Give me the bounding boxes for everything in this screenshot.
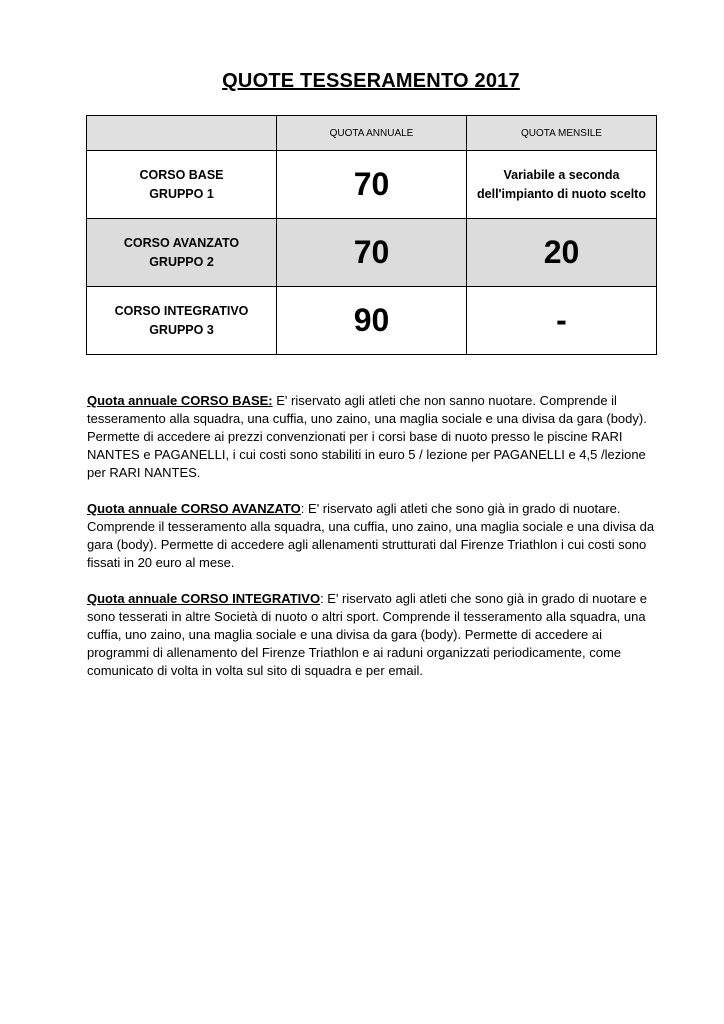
paragraph-text: : E' riservato agli atleti che sono già in grado di nuotare. Comprende il tesseramento alla squadra, una cuffia, uno zaino, una maglia sociale e una divisa da gara (body). Permette di accedere agli allenamenti strutturati dal Firenze Triathlon i cui costi sono fissati in 20 euro al mese. (87, 501, 655, 570)
paragraph-lead: Quota annuale CORSO INTEGRATIVO (87, 591, 321, 606)
course-name: CORSO INTEGRATIVO (114, 303, 249, 318)
annual-fee-cell (277, 151, 467, 219)
course-cell (87, 287, 277, 355)
course-group: GRUPPO 1 (149, 186, 214, 201)
course-cell (87, 219, 277, 287)
table-header-row (87, 116, 657, 151)
annual-fee-value: 70 (353, 166, 390, 202)
annual-fee-value: 90 (353, 302, 390, 338)
course-name: CORSO BASE (139, 167, 224, 182)
table-row (87, 219, 657, 287)
course-cell (87, 151, 277, 219)
monthly-fee-value: - (556, 302, 567, 338)
header-annual-fee: QUOTA ANNUALE (277, 116, 467, 151)
course-group: GRUPPO 2 (149, 254, 214, 269)
table-row (87, 287, 657, 355)
annual-fee-value: 70 (353, 234, 390, 270)
description-paragraph (87, 500, 657, 572)
paragraph-text: E' riservato agli atleti che non sanno nuotare. Comprende il tesseramento alla squadra, una cuffia, uno zaino, una maglia sociale e una divisa da gara (body). Permette di accedere ai prezzi convenzionati per i corsi base di nuoto presso le piscine RARI NANTES e PAGANELLI, i cui costi sono stabiliti in euro 5 / lezione per PAGANELLI e 4,5 /lezione per RARI NANTES. (87, 393, 647, 480)
header-monthly-fee: QUOTA MENSILE (467, 116, 657, 151)
annual-fee-cell (277, 219, 467, 287)
page-title: QUOTE TESSERAMENTO 2017 (222, 70, 520, 92)
header-cell-empty (87, 116, 277, 151)
monthly-fee-note: dell'impianto di nuoto scelto (477, 186, 646, 201)
table-row (87, 151, 657, 219)
description-section (87, 392, 657, 698)
monthly-fee-cell (467, 151, 657, 219)
paragraph-text: : E' riservato agli atleti che sono già in grado di nuotare e sono tesserati in altre Società di nuoto o altri sport. Comprende il tesseramento alla squadra, una cuffia, uno zaino, una maglia sociale e una divisa da gara (body). Permette di accedere ai programmi di allenamento del Firenze Triathlon e ai raduni organizzati periodicamente, come comunicato di volta in volta sul sito di squadra e per email. (87, 591, 648, 678)
monthly-fee-value: 20 (543, 234, 580, 270)
paragraph-lead: Quota annuale CORSO BASE: (87, 393, 273, 408)
course-group: GRUPPO 3 (149, 322, 214, 337)
monthly-fee-cell (467, 287, 657, 355)
fees-table (86, 115, 657, 355)
course-name: CORSO AVANZATO (123, 235, 240, 250)
description-paragraph (87, 590, 657, 680)
description-paragraph (87, 392, 657, 482)
monthly-fee-cell (467, 219, 657, 287)
paragraph-lead: Quota annuale CORSO AVANZATO (87, 501, 301, 516)
annual-fee-cell (277, 287, 467, 355)
monthly-fee-note: Variabile a seconda (503, 167, 620, 182)
